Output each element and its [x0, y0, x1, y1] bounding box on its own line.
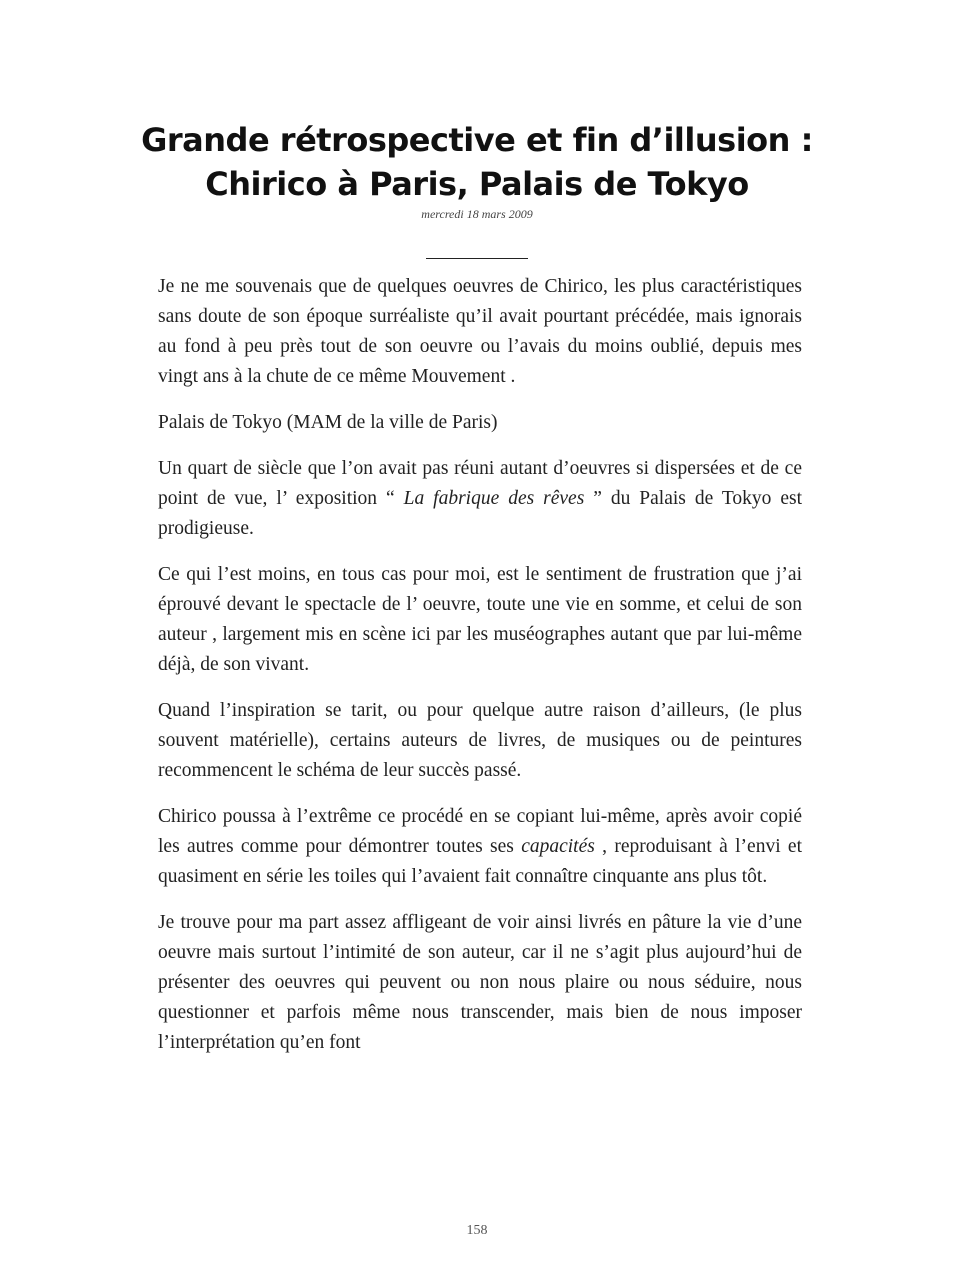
article-body [158, 272, 802, 1074]
page-title [100, 118, 854, 206]
paragraph-2: Palais de Tokyo (MAM de la ville de Paris) [158, 412, 498, 433]
paragraph-4: Ce qui l’est moins, en tous cas pour moi, est le sentiment de frustration que j’ai éprouvé devant le spectacle de l’ oeuvre, toute une vie en somme, et celui de son auteur , largement mis en scène ici par les muséographes autant que par lui-même déjà, de son vivant. [158, 564, 802, 675]
paragraph-6-text-end: , reproduisant à l’envi et quasiment en série les toiles qui l’avaient fait connaître cinquante ans plus tôt. [158, 836, 803, 887]
title-line-1: Grande rétrospective et fin d’illusion : [141, 121, 813, 159]
paragraph-3-text-start: Un quart de siècle que l’on avait pas réuni autant d’oeuvres si dispersées et de ce point de vue, l’ exposition “ [158, 458, 802, 509]
paragraph-3-text-end: ” du Palais de Tokyo est prodigieuse. [158, 488, 802, 539]
paragraph-6-text-start: Chirico poussa à l’extrême ce procédé en se copiant lui-même, après avoir copié les autres comme pour démontrer toutes ses [158, 806, 802, 857]
paragraph-7: Je trouve pour ma part assez affligeant de voir ainsi livrés en pâture la vie d’une oeuvre mais surtout l’intimité de son auteur, car il ne s’agit plus aujourd’hui de présenter des oeuvres qui peuvent ou non nous plaire ou nous séduire, nous questionner et parfois même nous transcender, mais bien de nous imposer l’interprétation qu’en font [158, 912, 802, 1053]
paragraph-5: Quand l’inspiration se tarit, ou pour quelque autre raison d’ailleurs, (le plus souvent matérielle), certains auteurs de livres, de musiques ou de peintures recommencent le schéma de leur succès passé. [158, 700, 802, 781]
paragraph-6-italic: capacités [521, 836, 595, 857]
paragraph-1: Je ne me souvenais que de quelques oeuvres de Chirico, les plus caractéristiques sans doute de son époque surréaliste qu’il avait pourtant précédée, mais ignorais au fond à peu près tout de son oeuvre ou l’avais du moins oublié, depuis mes vingt ans à la chute de ce même Mouvement . [158, 276, 802, 387]
title-divider [426, 258, 528, 259]
publication-date: mercredi 18 mars 2009 [421, 207, 533, 221]
paragraph-6 [158, 802, 802, 892]
paragraph-3 [158, 454, 802, 544]
title-line-2: Chirico à Paris, Palais de Tokyo [205, 165, 749, 203]
page-number: 158 [466, 1223, 488, 1238]
paragraph-3-italic: La fabrique des rêves [403, 488, 585, 509]
